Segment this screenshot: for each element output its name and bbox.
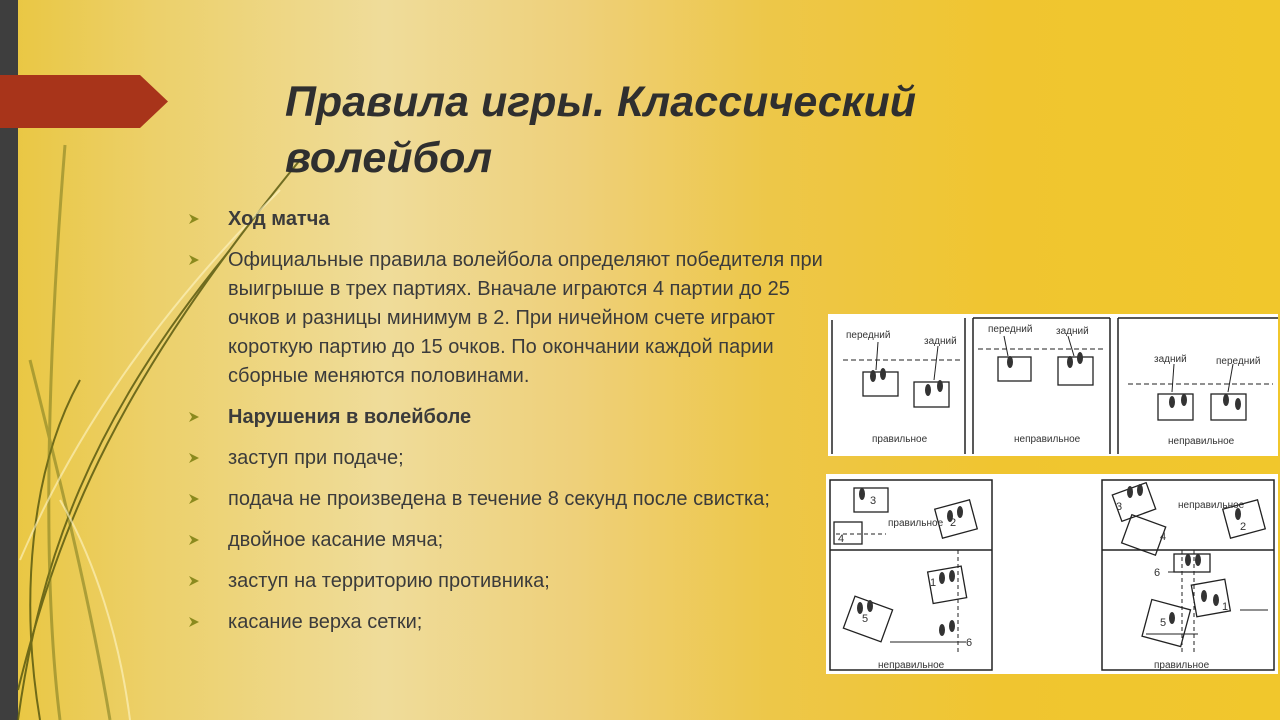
bullet-list — [188, 205, 828, 649]
arrow-bullet-icon — [188, 411, 200, 423]
panel-caption: неправильное — [878, 660, 945, 671]
bullet-text: заступ при подаче; — [228, 447, 404, 469]
position-number: 5 — [862, 613, 869, 625]
bullet-text: Официальные правила волейбола определяют победителя при выигрыше в трех партиях. Вначале играются 4 партии до 25 очков и разницы минимум в 2. При ничейном счете играют короткую партию до 15 очков. По окончании каждой парии сборные меняются половинами. — [228, 249, 823, 387]
panel-caption: правильное — [872, 434, 928, 445]
arrow-bullet-icon — [188, 254, 200, 266]
panel-caption: неправильное — [1168, 436, 1235, 447]
label-back: задний — [924, 336, 957, 347]
diagram-serve-positions — [828, 314, 1278, 456]
diagram-rotation-positions — [826, 474, 1278, 674]
inner-caption: неправильное — [1178, 500, 1245, 511]
bullet-text: касание верха сетки; — [228, 611, 423, 633]
arrow-bullet-icon — [188, 493, 200, 505]
label-front: передний — [846, 330, 891, 341]
arrow-bullet-icon — [188, 575, 200, 587]
bullet-text: двойное касание мяча; — [228, 529, 444, 551]
panel-caption: неправильное — [1014, 434, 1081, 445]
position-number: 1 — [1222, 601, 1229, 613]
arrow-bullet-icon — [188, 213, 200, 225]
position-number: 4 — [838, 533, 845, 545]
arrow-bullet-icon — [188, 534, 200, 546]
bullet-text: подача не произведена в течение 8 секунд после свистка; — [228, 488, 770, 510]
arrow-bullet-icon — [188, 452, 200, 464]
position-number: 4 — [1160, 531, 1167, 543]
inner-caption: правильное — [888, 518, 944, 529]
label-front: передний — [1216, 356, 1261, 367]
position-number: 6 — [966, 637, 973, 649]
accent-arrow-shape — [0, 75, 168, 128]
bullet-item — [188, 444, 828, 473]
bullet-item — [188, 567, 828, 596]
bullet-item — [188, 246, 828, 391]
arrow-bullet-icon — [188, 616, 200, 628]
bullet-item — [188, 403, 828, 432]
label-front: передний — [988, 324, 1033, 335]
position-number: 2 — [950, 517, 957, 529]
bullet-text: заступ на территорию противника; — [228, 570, 550, 592]
position-number: 1 — [930, 577, 937, 589]
bullet-text: Нарушения в волейболе — [228, 406, 472, 428]
bullet-text: Ход матча — [228, 208, 330, 230]
bullet-item — [188, 205, 828, 234]
label-back: задний — [1056, 326, 1089, 337]
position-number: 3 — [1116, 501, 1123, 513]
bullet-item — [188, 526, 828, 555]
label-back: задний — [1154, 354, 1187, 365]
position-number: 5 — [1160, 617, 1167, 629]
position-number: 2 — [1240, 521, 1247, 533]
bullet-item — [188, 485, 828, 514]
position-number: 6 — [1154, 567, 1161, 579]
bullet-item — [188, 608, 828, 637]
slide-title: Правила игры. Классический волейбол — [285, 78, 916, 182]
position-number: 3 — [870, 495, 877, 507]
panel-caption: правильное — [1154, 660, 1210, 671]
